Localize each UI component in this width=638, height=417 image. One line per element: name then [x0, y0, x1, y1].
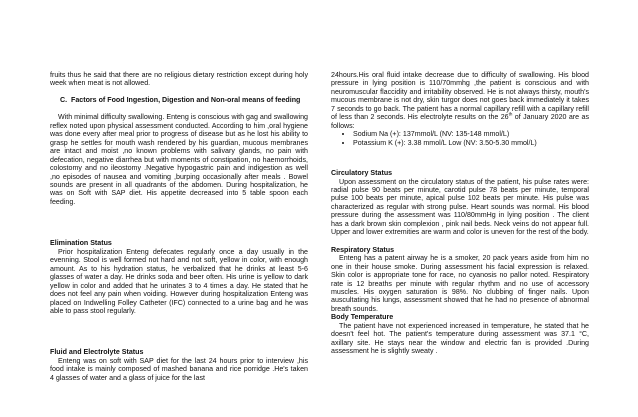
electrolyte-item-sodium: • Sodium Na (+): 137mmol/L (NV: 135-148 mmol/L): [353, 130, 589, 138]
temperature-paragraph: The patient have not experienced increased in temperature, he stated that he doesn't feel hot. The patient's temperature during assessment was 37.1 °C, axillary site. He stays near the window and electric fan is provided .During assessment he is slightly sweaty .: [331, 321, 589, 356]
factors-heading: [50, 96, 308, 104]
elimination-paragraph: Prior hospitalization Enteng defecates regularly once a day usually in the evenning. Stool is well formed not hard and not soft, yellow in color, with enough amount. As to his hydration status, he verbalized that he drinks at least 5-6 glasses of water a day. He drinks soda and beer often. His urine is yellow to dark yellow in color and added that he urinates 3 to 4 times a day. He stated that he does not feel any pain when voiding. However during hospitalization Enteng was placed on Indwelling Folley Catheter (IFC) connected to a urine bag and he was able to pass stool regularly.: [50, 247, 308, 315]
elimination-heading: Elimination Status: [50, 239, 112, 248]
fluid-continued-paragraph: [331, 71, 589, 130]
respiratory-paragraph: Enteng has a patent airway he is a smoker, 20 pack years aside from him no one in their house smoke. During assessment his facial expression is relaxed. Skin color is appropriate tone for race, no cyanosis no pallor noted. Respiratory rate is 12 breaths per minute with regular rhythm and no use of accessory muscles. His oxygen saturation is 98%. No clubbing of finger nails. Upon auscultating his lungs, assessment showed that he had no presence of abnormal breath sounds.: [331, 254, 589, 313]
respiratory-heading: Respiratory Status: [331, 245, 395, 254]
electrolyte-list: [331, 130, 589, 147]
temperature-heading: Body Temperature: [331, 313, 394, 322]
fluid-paragraph: Enteng was on soft with SAP diet for the last 24 hours prior to interview ,his food intake is mainly composed of mashed banana and rice porridge .He's taken 4 glasses of water and a glass of juice for the last: [50, 356, 308, 382]
fluid-continued-text: 24hours.His oral fluid intake decrease due to difficulty of swallowing. His blood pressure in lying position is 110/70mmhg ,the patient is conscious and with neuromuscular flaccidity and irritability observed. He is not always thirsty, mouth's mucous membrane is not dry, skin turgor does not goes back immediately it takes 7 seconds to go back. The patient has a normal capillary refill with a capillary refill of less than 2 seconds. His electrolyte results on the 26: [331, 71, 589, 122]
fluid-heading: Fluid and Electrolyte Status: [50, 348, 144, 357]
intro-paragraph: fruits thus he said that there are no religious dietary restriction except during holy week when meat is not allowed.: [50, 71, 308, 88]
left-column: [50, 71, 308, 382]
factors-paragraph: With minimal difficulty swallowing. Enteng is conscious with gag and swallowing reflex noted upon physical assessment conducted. According to him ,oral hygiene was done every after meal prior to progress of disease but as he lost his ability to grasp he settles for mouth wash rendered by his guardian, mucous membranes are intact and moist ,no known problems with salivary glands, no pain with defecation, negative diarrhea but with moments of constipation, no haemorrhoids, colostomy and no ileostomy .Negative hypogastric pain and indigestion as well ,no episodes of nausea and vomiting ,burping occasionally after meals . Bowel sounds are present in all quadrants of the abdomen. During hospitalization, he was on Soft with SAP diet. His appetite decreased into 5 table spoon each feeding.: [50, 113, 308, 206]
factors-heading-text: Factors of Food Ingestion, Digestion and Non-oral means of feeding: [71, 95, 301, 104]
date-ordinal-suffix: th: [508, 111, 513, 117]
circulatory-heading: Circulatory Status: [331, 169, 393, 178]
right-column: [331, 71, 589, 356]
fluid-continued-text-end: of January 2020 are as follows:: [331, 113, 589, 130]
electrolyte-item-potassium: • Potassium K (+): 3.38 mmol/L Low (NV: 3.50-5.30 mmol/L): [353, 139, 589, 147]
circulatory-paragraph: Upon assessment on the circulatory status of the patient, his pulse rates were: radial pulse 90 beats per minute, carotid pulse 78 beats per minute, temporal pulse 100 beats per minute, apical pulse 102 beats per minute. His pulse was characterized as regular with strong pulse. Heart sounds was normal. His blood pressure during the assessment was 110/80mmHg in lying position . The client has a dark brown skin complexion , pink nail beds. Neck veins do not appear full. Upper and lower extremities are warm and color is uneven for the rest of the body.: [331, 177, 589, 237]
factors-heading-letter: C.: [60, 95, 68, 104]
